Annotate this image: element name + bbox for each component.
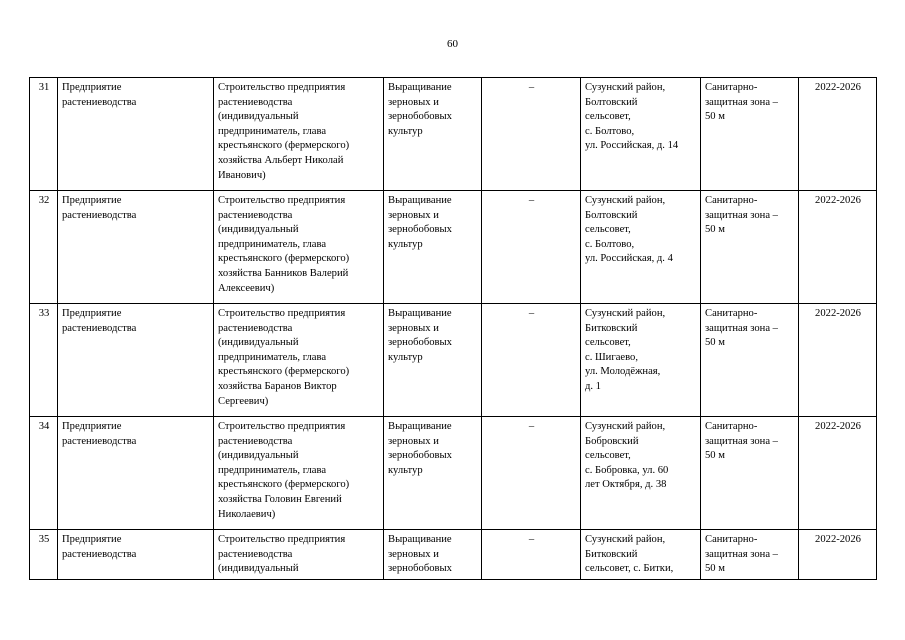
object-capacity: – — [482, 191, 581, 304]
row-number: 31 — [30, 78, 58, 191]
object-purpose: Выращивание зерновых и зернобобовых культур — [384, 304, 482, 417]
page-number: 60 — [447, 38, 458, 50]
row-number: 34 — [30, 417, 58, 530]
object-name: Предприятие растениеводства — [58, 530, 214, 580]
object-period: 2022-2026 — [799, 417, 877, 530]
object-location: Сузунский район, Болтовский сельсовет, с. Болтово, ул. Российская, д. 14 — [581, 78, 701, 191]
object-description: Строительство предприятия растениеводства (индивидуальный предприниматель, глава крестьянского (фермерского) хозяйства Альберт Николай Иванович) — [214, 78, 384, 191]
object-capacity: – — [482, 304, 581, 417]
row-number: 33 — [30, 304, 58, 417]
row-number: 32 — [30, 191, 58, 304]
table-row — [30, 530, 877, 580]
table-row — [30, 304, 877, 417]
table-row — [30, 78, 877, 191]
table-row — [30, 191, 877, 304]
object-capacity: – — [482, 78, 581, 191]
object-name: Предприятие растениеводства — [58, 304, 214, 417]
object-description: Строительство предприятия растениеводства (индивидуальный предприниматель, глава крестьянского (фермерского) хозяйства Головин Евгений Николаевич) — [214, 417, 384, 530]
object-zone: Санитарно- защитная зона – 50 м — [701, 417, 799, 530]
object-location: Сузунский район, Болтовский сельсовет, с. Болтово, ул. Российская, д. 4 — [581, 191, 701, 304]
object-purpose: Выращивание зерновых и зернобобовых культур — [384, 191, 482, 304]
object-description: Строительство предприятия растениеводства (индивидуальный предприниматель, глава крестьянского (фермерского) хозяйства Баранов Виктор Сергеевич) — [214, 304, 384, 417]
object-description: Строительство предприятия растениеводства (индивидуальный предприниматель, глава крестьянского (фермерского) хозяйства Банников Валерий Алексеевич) — [214, 191, 384, 304]
object-location: Сузунский район, Битковский сельсовет, с. Шигаево, ул. Молодёжная, д. 1 — [581, 304, 701, 417]
table-row — [30, 417, 877, 530]
object-period: 2022-2026 — [799, 78, 877, 191]
object-name: Предприятие растениеводства — [58, 78, 214, 191]
object-description: Строительство предприятия растениеводства (индивидуальный — [214, 530, 384, 580]
object-name: Предприятие растениеводства — [58, 417, 214, 530]
object-name: Предприятие растениеводства — [58, 191, 214, 304]
object-location: Сузунский район, Битковский сельсовет, с. Битки, — [581, 530, 701, 580]
object-zone: Санитарно- защитная зона – 50 м — [701, 78, 799, 191]
object-zone: Санитарно- защитная зона – 50 м — [701, 530, 799, 580]
object-zone: Санитарно- защитная зона – 50 м — [701, 191, 799, 304]
row-number: 35 — [30, 530, 58, 580]
object-purpose: Выращивание зерновых и зернобобовых — [384, 530, 482, 580]
object-purpose: Выращивание зерновых и зернобобовых культур — [384, 78, 482, 191]
object-period: 2022-2026 — [799, 304, 877, 417]
objects-table — [29, 77, 877, 580]
object-location: Сузунский район, Бобровский сельсовет, с. Бобровка, ул. 60 лет Октября, д. 38 — [581, 417, 701, 530]
object-period: 2022-2026 — [799, 191, 877, 304]
object-capacity: – — [482, 417, 581, 530]
object-capacity: – — [482, 530, 581, 580]
object-purpose: Выращивание зерновых и зернобобовых культур — [384, 417, 482, 530]
object-zone: Санитарно- защитная зона – 50 м — [701, 304, 799, 417]
object-period: 2022-2026 — [799, 530, 877, 580]
